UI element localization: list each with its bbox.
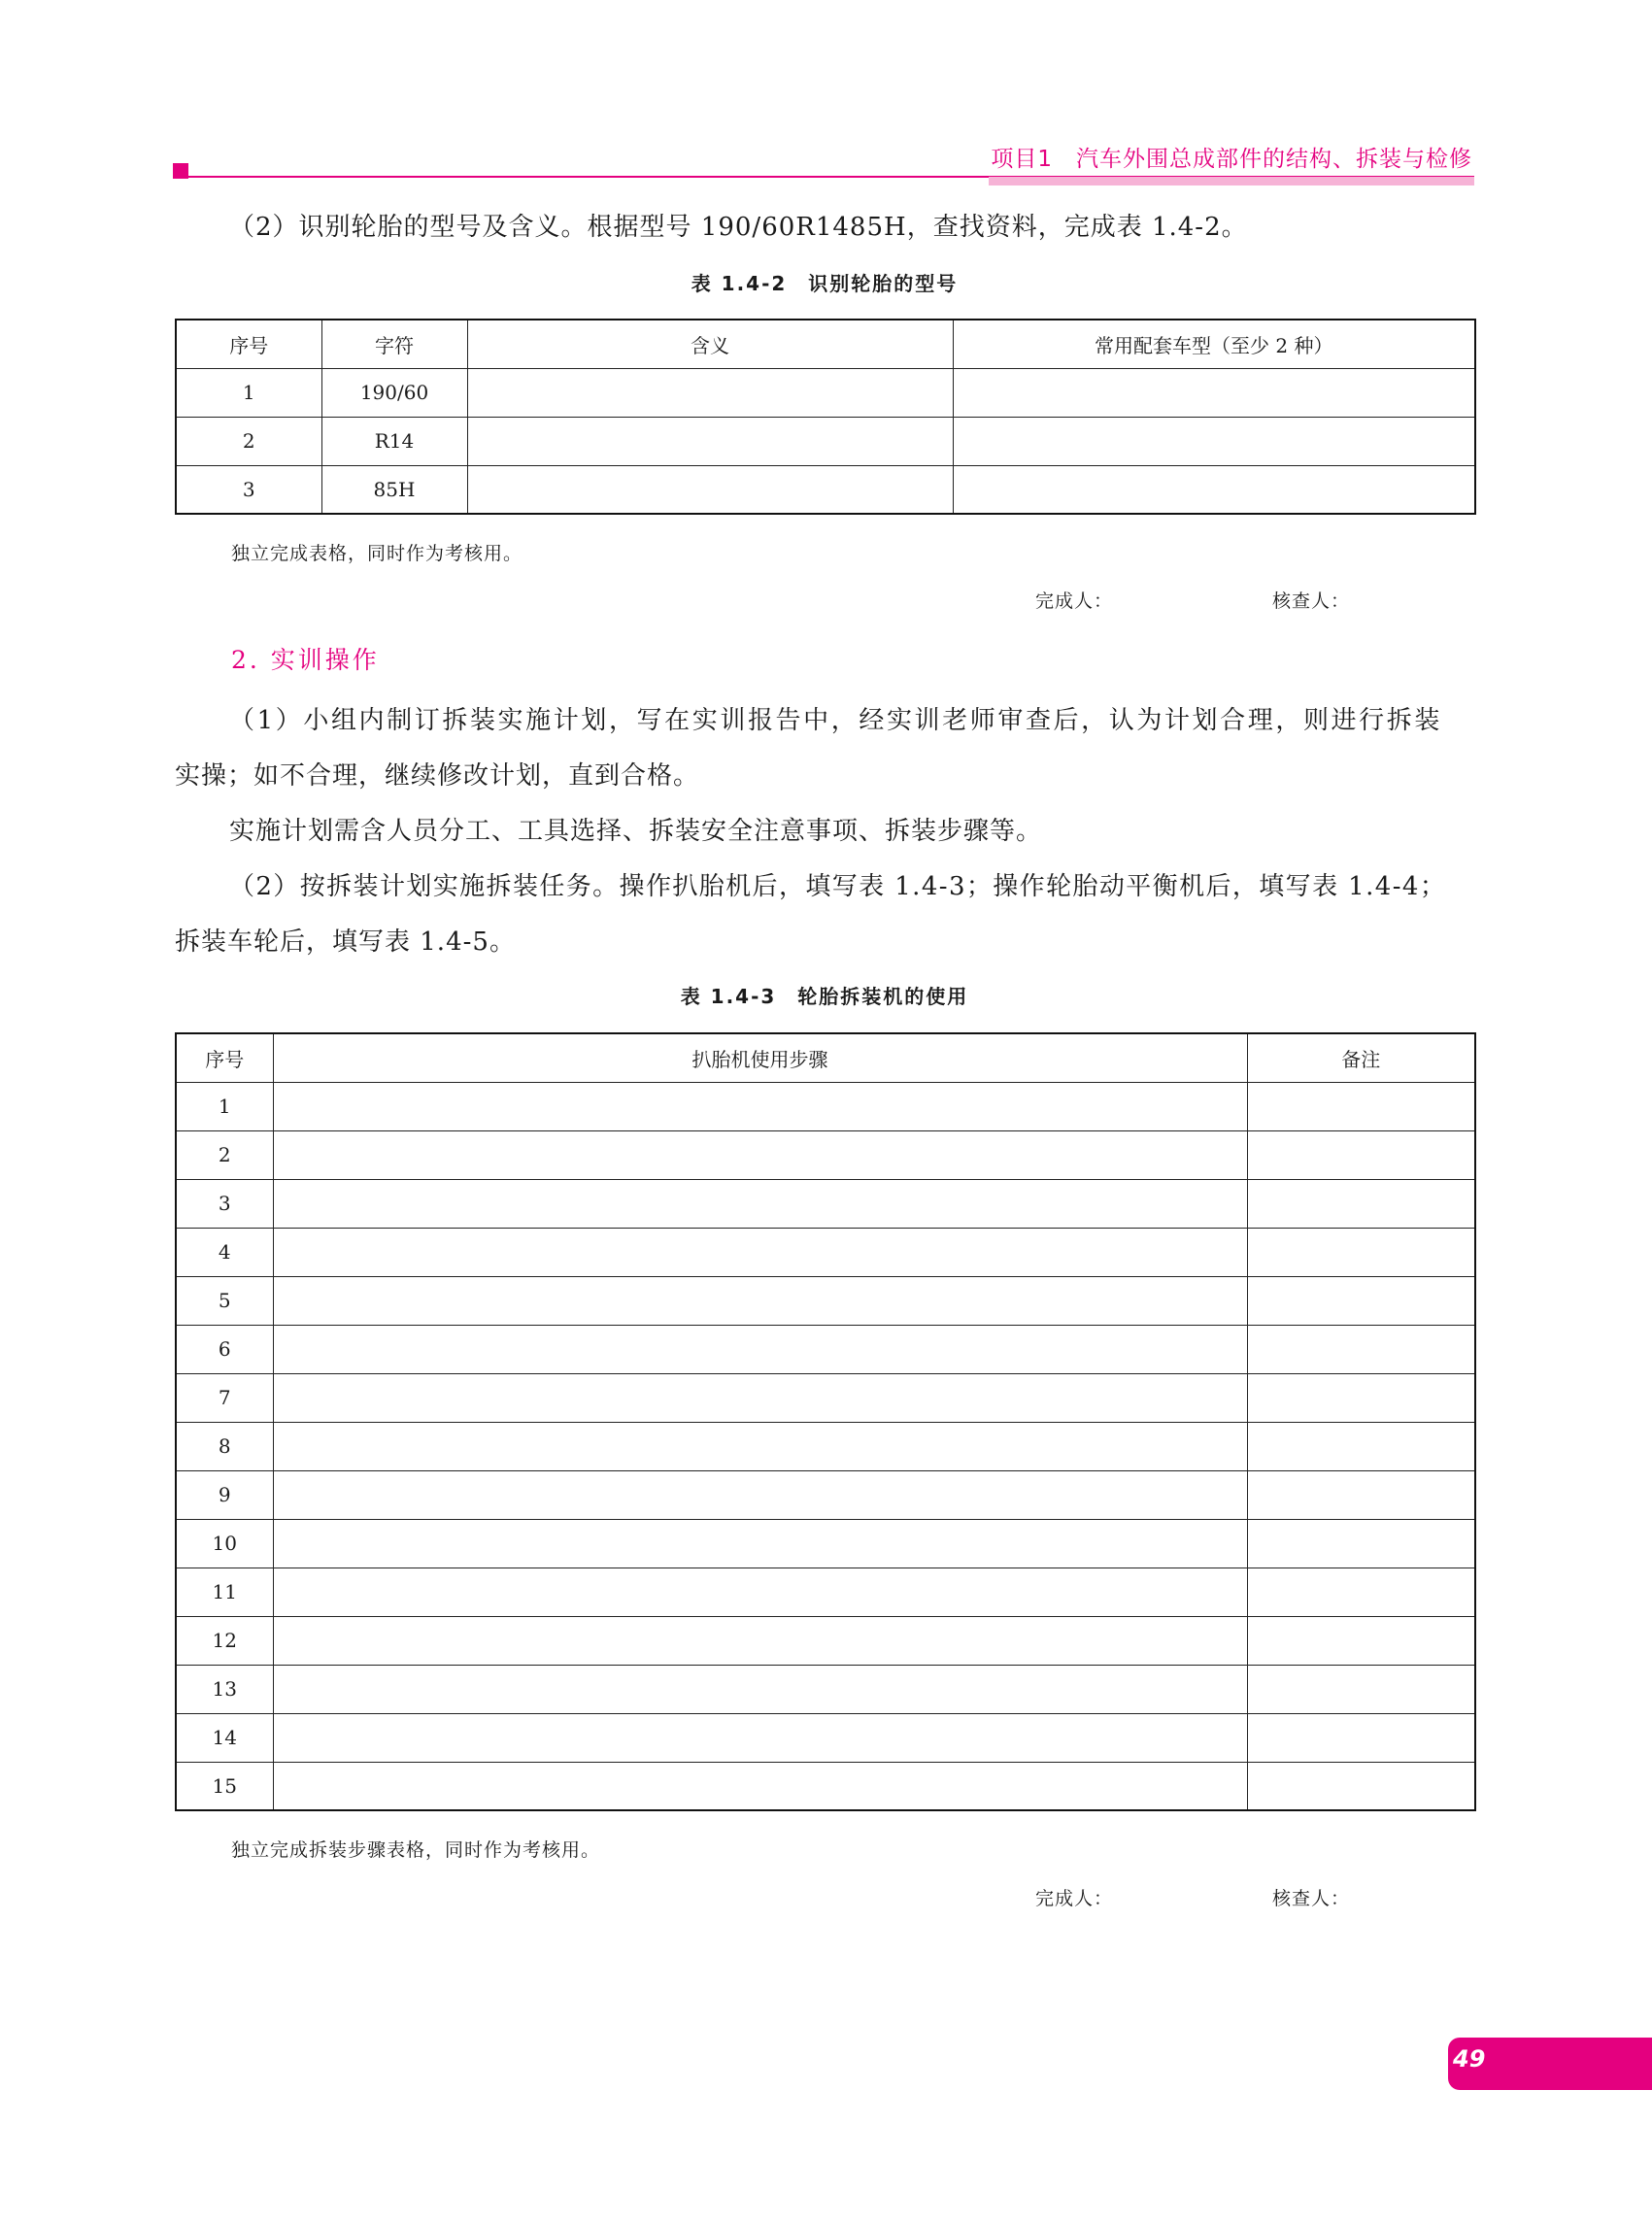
table-row	[176, 465, 1475, 514]
table-row	[176, 1373, 1475, 1422]
row-index: 6	[176, 1325, 273, 1373]
table2-caption: 表 1.4-3 轮胎拆装机的使用	[680, 985, 969, 1008]
table-row	[176, 1665, 1475, 1713]
table1-caption: 表 1.4-2 识别轮胎的型号	[691, 272, 959, 295]
character-cell: 85H	[321, 465, 467, 514]
table-row	[176, 417, 1475, 465]
table-row	[176, 1616, 1475, 1665]
table-row	[176, 1519, 1475, 1568]
row-index: 1	[176, 368, 321, 417]
tire-model-table	[175, 319, 1476, 515]
row-index: 7	[176, 1373, 273, 1422]
step-cell[interactable]	[273, 1713, 1247, 1762]
remark-cell[interactable]	[1247, 1325, 1475, 1373]
table-row	[176, 1228, 1475, 1276]
row-index: 8	[176, 1422, 273, 1470]
vehicle-cell[interactable]	[953, 417, 1475, 465]
meaning-cell[interactable]	[467, 368, 953, 417]
page-number: 49	[1453, 2045, 1486, 2073]
column-header: 字符	[321, 320, 467, 368]
column-header: 备注	[1247, 1033, 1475, 1082]
vehicle-cell[interactable]	[953, 465, 1475, 514]
paragraph-line: 实操；如不合理，继续修改计划，直到合格。	[175, 761, 700, 791]
step-cell[interactable]	[273, 1422, 1247, 1470]
step-cell[interactable]	[273, 1276, 1247, 1325]
remark-cell[interactable]	[1247, 1665, 1475, 1713]
step-cell[interactable]	[273, 1179, 1247, 1228]
remark-cell[interactable]	[1247, 1082, 1475, 1130]
remark-cell[interactable]	[1247, 1228, 1475, 1276]
step-cell[interactable]	[273, 1373, 1247, 1422]
row-index: 3	[176, 465, 321, 514]
paragraph-line: 实施计划需含人员分工、工具选择、拆装安全注意事项、拆装步骤等。	[229, 817, 1043, 846]
remark-cell[interactable]	[1247, 1568, 1475, 1616]
character-cell: R14	[321, 417, 467, 465]
row-index: 2	[176, 417, 321, 465]
step-cell[interactable]	[273, 1470, 1247, 1519]
table-row	[176, 1470, 1475, 1519]
table1-note: 独立完成表格，同时作为考核用。	[231, 543, 523, 564]
table-header-row	[176, 320, 1475, 368]
row-index: 14	[176, 1713, 273, 1762]
row-index: 9	[176, 1470, 273, 1519]
column-header: 扒胎机使用步骤	[273, 1033, 1247, 1082]
step-cell[interactable]	[273, 1665, 1247, 1713]
paragraph-line: 拆装车轮后，填写表 1.4-5。	[175, 927, 516, 957]
section-heading: 2. 实训操作	[231, 646, 380, 674]
table-header-row	[176, 1033, 1475, 1082]
table-row	[176, 368, 1475, 417]
table-row	[176, 1762, 1475, 1810]
remark-cell[interactable]	[1247, 1276, 1475, 1325]
step-cell[interactable]	[273, 1082, 1247, 1130]
column-header: 序号	[176, 320, 321, 368]
row-index: 5	[176, 1276, 273, 1325]
row-index: 3	[176, 1179, 273, 1228]
step-cell[interactable]	[273, 1130, 1247, 1179]
meaning-cell[interactable]	[467, 465, 953, 514]
running-header-title: 项目1 汽车外围总成部件的结构、拆装与检修	[991, 147, 1472, 172]
row-index: 12	[176, 1616, 273, 1665]
checker-label: 核查人：	[1272, 1888, 1351, 1909]
remark-cell[interactable]	[1247, 1179, 1475, 1228]
row-index: 2	[176, 1130, 273, 1179]
table-row	[176, 1568, 1475, 1616]
step-cell[interactable]	[273, 1568, 1247, 1616]
vehicle-cell[interactable]	[953, 368, 1475, 417]
remark-cell[interactable]	[1247, 1762, 1475, 1810]
step-cell[interactable]	[273, 1519, 1247, 1568]
meaning-cell[interactable]	[467, 417, 953, 465]
step-cell[interactable]	[273, 1228, 1247, 1276]
table-row	[176, 1276, 1475, 1325]
completer-label: 完成人：	[1035, 1888, 1114, 1909]
table2-note: 独立完成拆装步骤表格，同时作为考核用。	[231, 1839, 601, 1861]
checker-label: 核查人：	[1272, 590, 1351, 612]
header-accent-band	[989, 177, 1474, 185]
paragraph-line: （2）按拆装计划实施拆装任务。操作扒胎机后，填写表 1.4-3；操作轮胎动平衡机后，填写表 1.4-4；	[229, 872, 1447, 901]
remark-cell[interactable]	[1247, 1422, 1475, 1470]
column-header: 含义	[467, 320, 953, 368]
table-row	[176, 1422, 1475, 1470]
remark-cell[interactable]	[1247, 1130, 1475, 1179]
step-cell[interactable]	[273, 1325, 1247, 1373]
intro-paragraph: （2）识别轮胎的型号及含义。根据型号 190/60R1485H，查找资料，完成表 1.4-2。	[229, 213, 1248, 242]
table-row	[176, 1179, 1475, 1228]
remark-cell[interactable]	[1247, 1616, 1475, 1665]
tire-changer-steps-table	[175, 1032, 1476, 1811]
remark-cell[interactable]	[1247, 1713, 1475, 1762]
table-row	[176, 1082, 1475, 1130]
row-index: 11	[176, 1568, 273, 1616]
table-row	[176, 1713, 1475, 1762]
table-row	[176, 1325, 1475, 1373]
row-index: 1	[176, 1082, 273, 1130]
column-header: 序号	[176, 1033, 273, 1082]
remark-cell[interactable]	[1247, 1470, 1475, 1519]
character-cell: 190/60	[321, 368, 467, 417]
header-square-marker	[173, 163, 188, 179]
step-cell[interactable]	[273, 1616, 1247, 1665]
row-index: 13	[176, 1665, 273, 1713]
remark-cell[interactable]	[1247, 1519, 1475, 1568]
row-index: 4	[176, 1228, 273, 1276]
table-row	[176, 1130, 1475, 1179]
completer-label: 完成人：	[1035, 590, 1114, 612]
row-index: 15	[176, 1762, 273, 1810]
row-index: 10	[176, 1519, 273, 1568]
paragraph-line: （1）小组内制订拆装实施计划，写在实训报告中，经实训老师审查后，认为计划合理，则进行拆装	[229, 706, 1442, 735]
column-header: 常用配套车型（至少 2 种）	[953, 320, 1475, 368]
step-cell[interactable]	[273, 1762, 1247, 1810]
remark-cell[interactable]	[1247, 1373, 1475, 1422]
